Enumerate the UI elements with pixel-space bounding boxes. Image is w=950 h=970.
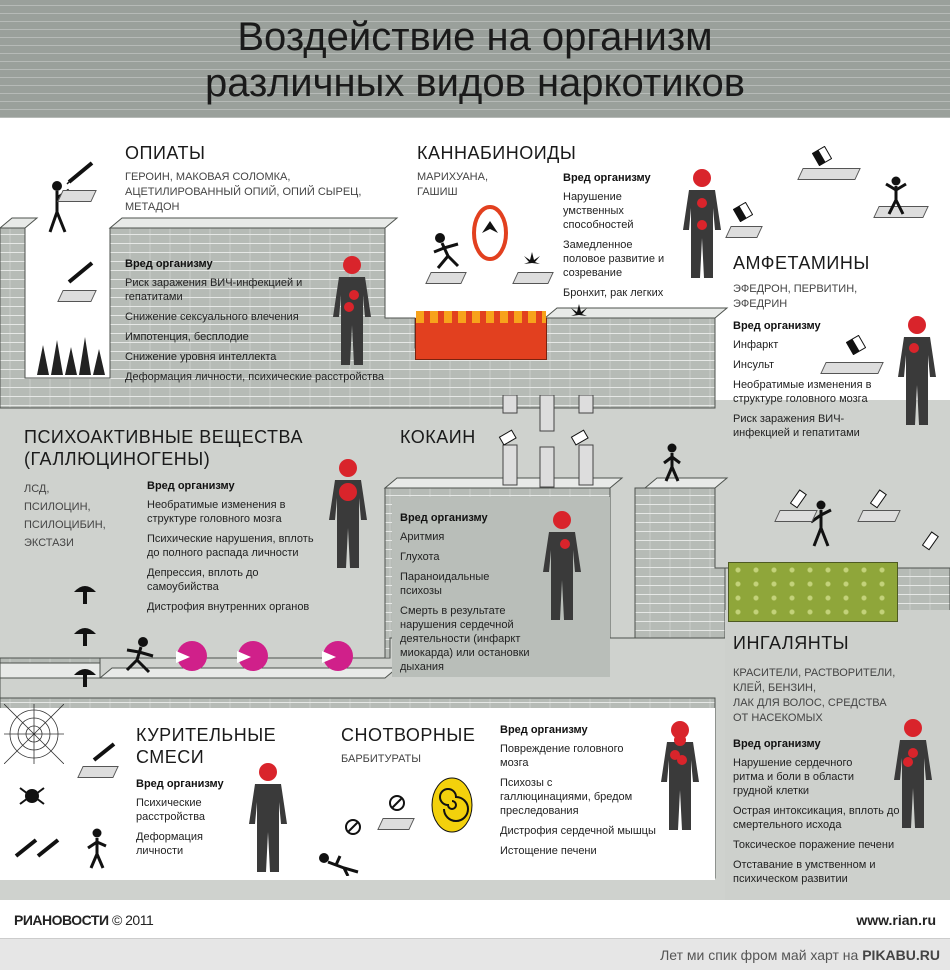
platform-slab bbox=[425, 272, 467, 284]
list-item: Аритмия bbox=[400, 531, 445, 543]
opiates-harm-label: Вред организму bbox=[125, 258, 213, 270]
person-figure-psychoactive bbox=[323, 458, 373, 570]
person-figure-sleeping bbox=[655, 720, 705, 832]
razor-blade-icon bbox=[498, 428, 518, 448]
aerosol-can-icon bbox=[790, 488, 810, 512]
amphetamines-harm-label: Вред организму bbox=[733, 320, 821, 332]
platform-slab bbox=[797, 168, 861, 180]
pill-bottle-icon bbox=[733, 202, 753, 222]
platform-slab bbox=[57, 290, 97, 302]
list-item: Риск заражения ВИЧ-инфекцией и гепатитами bbox=[125, 277, 303, 303]
stick-figure-icon bbox=[45, 180, 75, 235]
pill-icon bbox=[344, 818, 362, 836]
footer-brand: РИАНОВОСТИ © 2011 bbox=[14, 912, 154, 928]
smoking-heading: КУРИТЕЛЬНЫЕ СМЕСИ bbox=[136, 725, 277, 767]
caption-bar bbox=[0, 938, 950, 970]
sleeping-harm-label: Вред организму bbox=[500, 724, 588, 736]
smoking-harm-list bbox=[136, 796, 246, 858]
cigarette-icon bbox=[36, 836, 62, 858]
platform-slab bbox=[512, 272, 554, 284]
list-item: Дистрофия внутренних органов bbox=[147, 601, 310, 613]
list-item: Психозы с галлюцинациями, бредом преследования bbox=[500, 777, 633, 817]
list-item: Психические нарушения, вплоть до полного распада личности bbox=[147, 533, 314, 559]
list-item: Параноидальные психозы bbox=[400, 571, 490, 597]
cigarette-icon bbox=[92, 740, 118, 762]
sleeping-substances: БАРБИТУРАТЫ bbox=[341, 753, 422, 765]
platform-slab bbox=[377, 818, 415, 830]
caption-brand[interactable]: PIKABU.RU bbox=[862, 947, 940, 963]
psychoactive-heading: ПСИХОАКТИВНЫЕ ВЕЩЕСТВА (ГАЛЛЮЦИНОГЕНЫ) bbox=[24, 427, 303, 469]
footer-site-link[interactable]: www.rian.ru bbox=[856, 912, 936, 928]
pill-bottle-icon bbox=[812, 146, 832, 166]
spikes bbox=[37, 335, 107, 375]
aerosol-can-icon bbox=[870, 488, 890, 512]
person-figure-opiates bbox=[327, 255, 377, 367]
amphetamines-heading: АМФЕТАМИНЫ bbox=[733, 253, 870, 273]
footer bbox=[0, 900, 950, 936]
list-item: Повреждение головного мозга bbox=[500, 743, 624, 769]
person-figure-cocaine bbox=[537, 510, 587, 622]
pill-chomper-icon bbox=[323, 641, 353, 671]
fire-pit bbox=[415, 318, 547, 360]
list-item: Снижение сексуального влечения bbox=[125, 311, 299, 323]
list-item: Отставание в умственном и психическом развитии bbox=[733, 859, 876, 885]
amphetamines-substances: ЭФЕДРОН, ПЕРВИТИН, ЭФЕДРИН bbox=[733, 283, 858, 310]
list-item: Деформация личности, психические расстройства bbox=[125, 371, 385, 383]
smoking-harm-block bbox=[136, 778, 246, 858]
opiates-harm-list bbox=[125, 276, 425, 384]
list-item: Импотенция, бесплодие bbox=[125, 331, 249, 343]
cannabis-leaf-icon bbox=[568, 302, 590, 320]
platform-slab bbox=[725, 226, 763, 238]
cocaine-harm-label: Вред организму bbox=[400, 512, 488, 524]
cocaine-heading: КОКАИН bbox=[400, 427, 476, 447]
fallen-figure-icon bbox=[318, 852, 360, 876]
stick-figure-icon bbox=[84, 828, 110, 870]
cannabinoids-harm-label: Вред организму bbox=[563, 172, 651, 184]
opiates-heading: ОПИАТЫ bbox=[125, 143, 206, 163]
acid-pool bbox=[728, 562, 898, 622]
psychoactive-substances: ЛСД, ПСИЛОЦИН, ПСИЛОЦИБИН, ЭКСТАЗИ bbox=[24, 483, 106, 549]
list-item: Смерть в результате нарушения сердечной деятельности (инфаркт миокарда) или остановки дыхания bbox=[400, 605, 530, 673]
razor-blade-icon bbox=[570, 428, 590, 448]
mushroom-icon bbox=[72, 663, 98, 689]
stick-figure-icon bbox=[806, 500, 836, 548]
opiates-substances: ГЕРОИН, МАКОВАЯ СОЛОМКА, АЦЕТИЛИРОВАННЫЙ ОПИЙ, ОПИЙ СЫРЕЦ, МЕТАДОН bbox=[125, 171, 362, 213]
list-item: Инсульт bbox=[733, 359, 775, 371]
page-title bbox=[0, 14, 950, 106]
spider-icon bbox=[18, 782, 46, 810]
inhalants-heading: ИНГАЛЯНТЫ bbox=[733, 633, 850, 653]
aerosol-can-icon bbox=[922, 530, 942, 554]
list-item: Депрессия, вплоть до самоубийства bbox=[147, 567, 259, 593]
list-item: Деформация личности bbox=[136, 831, 203, 857]
spider-web-icon bbox=[4, 704, 64, 764]
list-item: Дистрофия сердечной мышцы bbox=[500, 825, 656, 837]
list-item: Психические расстройства bbox=[136, 797, 206, 823]
pill-chomper-icon bbox=[238, 641, 268, 671]
platform-slab bbox=[57, 190, 97, 202]
platform-slab bbox=[77, 766, 119, 778]
cocaine-harm-block bbox=[400, 512, 560, 674]
list-item: Острая интоксикация, вплоть до смертельного исхода bbox=[733, 805, 900, 831]
caption-text: Лет ми спик фром май харт на PIKABU.RU bbox=[660, 947, 940, 963]
list-item: Бронхит, рак легких bbox=[563, 287, 664, 299]
list-item: Истощение печени bbox=[500, 845, 597, 857]
list-item: Нарушение умственных способностей bbox=[563, 191, 634, 231]
list-item: Нарушение сердечного ритма и боли в области грудной клетки bbox=[733, 757, 855, 797]
syringe-icon bbox=[66, 160, 96, 185]
running-figure-icon bbox=[125, 636, 160, 676]
page-title-line1: Воздействие на организм bbox=[237, 15, 713, 59]
list-item: Токсическое поражение печени bbox=[733, 839, 895, 851]
list-item: Необратимые изменения в структуре головного мозга bbox=[733, 379, 872, 405]
fire-ring-icon bbox=[468, 195, 512, 265]
psychoactive-harm-label: Вред организму bbox=[147, 480, 235, 492]
list-item: Глухота bbox=[400, 551, 440, 563]
running-figure-icon bbox=[430, 232, 465, 272]
stick-figure-icon bbox=[662, 443, 686, 483]
person-figure-smoking bbox=[243, 762, 293, 874]
person-figure-inhalants bbox=[888, 718, 938, 830]
list-item: Риск заражения ВИЧ- инфекцией и гепатитами bbox=[733, 413, 860, 439]
person-figure-amphetamines bbox=[892, 315, 942, 427]
cannabinoids-substances: МАРИХУАНА, ГАШИШ bbox=[417, 171, 489, 198]
cannabinoids-harm-list bbox=[563, 190, 675, 300]
list-item: Необратимые изменения в структуре головного мозга bbox=[147, 499, 286, 525]
pill-chomper-icon bbox=[177, 641, 207, 671]
cannabinoids-harm-block bbox=[563, 172, 675, 300]
pill-bottle-icon bbox=[846, 335, 866, 355]
syringe-icon bbox=[66, 260, 96, 285]
page-title-line2: различных видов наркотиков bbox=[205, 61, 745, 105]
cannabis-leaf-icon bbox=[522, 250, 542, 268]
list-item: Снижение уровня интеллекта bbox=[125, 351, 277, 363]
platform-slab bbox=[820, 362, 884, 374]
mushroom-icon bbox=[72, 622, 98, 648]
mushroom-icon bbox=[72, 580, 98, 606]
sleeping-heading: СНОТВОРНЫЕ bbox=[341, 725, 476, 745]
person-figure-cannabinoids bbox=[677, 168, 727, 280]
cocaine-harm-list bbox=[400, 530, 560, 674]
opiates-harm-block bbox=[125, 258, 425, 384]
pill-icon bbox=[388, 794, 406, 812]
list-item: Инфаркт bbox=[733, 339, 779, 351]
smoking-harm-label: Вред организму bbox=[136, 778, 224, 790]
list-item: Замедленное половое развитие и созревание bbox=[563, 239, 665, 279]
hypno-spiral-icon bbox=[430, 776, 474, 834]
inhalants-substances: КРАСИТЕЛИ, РАСТВОРИТЕЛИ, КЛЕЙ, БЕНЗИН, ЛАК ДЛЯ ВОЛОС, СРЕДСТВА ОТ НАСЕКОМЫХ bbox=[733, 667, 896, 724]
stick-figure-icon bbox=[882, 176, 912, 216]
inhalants-harm-label: Вред организму bbox=[733, 738, 821, 750]
cannabinoids-heading: КАННАБИНОИДЫ bbox=[417, 143, 577, 163]
